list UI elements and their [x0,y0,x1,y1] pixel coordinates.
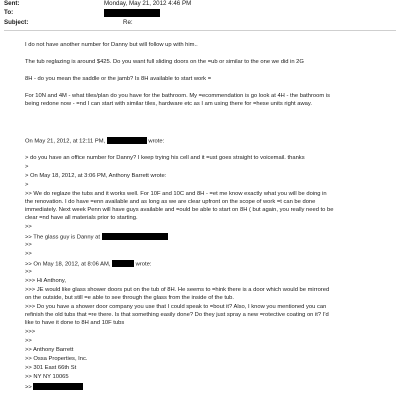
quote-line [25,383,83,392]
quote-line [25,137,164,146]
quote-line: >>> Do you have a shower door company you use that I could speak to =bout it? Also, I know you mentioned you can [25,304,327,310]
quote-line [25,260,151,269]
quote-text: >> [25,384,32,391]
sent-value: Monday, May 21, 2012 4:46 PM [104,0,192,7]
quote-line: refinish the old tubs that =re there. Is that something easily done? Do they just spray a new =rotective coating on it? I'd [25,312,329,318]
quote-line: immediately. Next week Penn will have guys available and =ould be able to start on 8H ( but again, you really need to be [25,207,334,213]
quote-line: > On May 18, 2012, at 3:06 PM, Anthony Barrett wrote: [25,173,167,179]
quote-line: >>> [25,329,36,335]
quote-line: >> [25,242,32,248]
signature-line: >> Anthony Barrett [25,347,74,353]
quote-line: like to have it done to 8H and 10F tubs [25,320,125,326]
signature-line: >> Ossa Properties, Inc. [25,356,88,362]
quote-line: >> [25,269,32,275]
quote-line: > [25,182,29,188]
quote-line: >>> Hi Anthony, [25,278,66,284]
phone-redaction [33,383,83,390]
quote-text: >> On May 18, 2012, at 8:06 AM, [25,261,111,268]
quote-line: >> [25,338,32,344]
body-line: I do not have another number for Danny but will follow up with him.. [25,42,198,48]
sender-redaction [112,260,134,267]
quote-line: on the outside, but still =e able to see through the glass from the inside of the tub. [25,295,234,301]
signature-line: >> NY NY 10065 [25,374,69,380]
quote-text: wrote: [148,138,165,145]
quote-line: >> We do reglaze the tubs and it works well. For 10F and 10C and 8H - =et me know exactly what you will be doing in [25,191,327,197]
quote-line: clear =nd have all materials prior to starting. [25,215,138,221]
signature-line: >> 301 East 66th St [25,365,77,371]
quote-line: >> [25,224,32,230]
quote-line: >> [25,251,32,257]
sender-redaction [107,137,147,144]
quote-line: > do you have an office number for Danny? I keep trying his cell and it =ust goes straight to voicemail. thanks [25,155,305,161]
quote-line: > [25,164,29,170]
body-line: For 10N and 4M - what tiles/plan do you have for the bathroom. My =ecommendation is go look at 4H - the bathroom is [25,93,330,99]
quote-text: wrote: [135,261,152,268]
contact-redaction [102,233,168,240]
body-line: being redone now - =nd I can start with similar tiles, hardware etc as I am using there for =hese units right away. [25,101,312,107]
body-line: 8H - do you mean the saddle or the jamb? Is 8H available to start work = [25,76,212,82]
quote-line [25,233,168,242]
subject-value: Re: [123,19,133,26]
quote-line: the renovation. I do have =enn available and as long as we are clear upfront on the scope of work =t can be done [25,199,316,205]
body-line: The tub reglazing is around $425. Do you want full sliding doors on the =ub or similar to the one we did in 2G [25,59,304,65]
header-divider [4,30,396,31]
to-redaction [104,9,160,17]
quote-text: On May 21, 2012, at 12:11 PM, [25,138,106,145]
sent-label: Sent: [4,0,20,7]
subject-label: Subject: [4,19,29,26]
to-label: To: [4,9,14,16]
quote-line: >>> JE would like glass shower doors put on the tub of 8H. He seems to =hink there is a door which would be mirrored [25,287,330,293]
quote-text: >> The glass guy is Danny at [25,234,100,241]
